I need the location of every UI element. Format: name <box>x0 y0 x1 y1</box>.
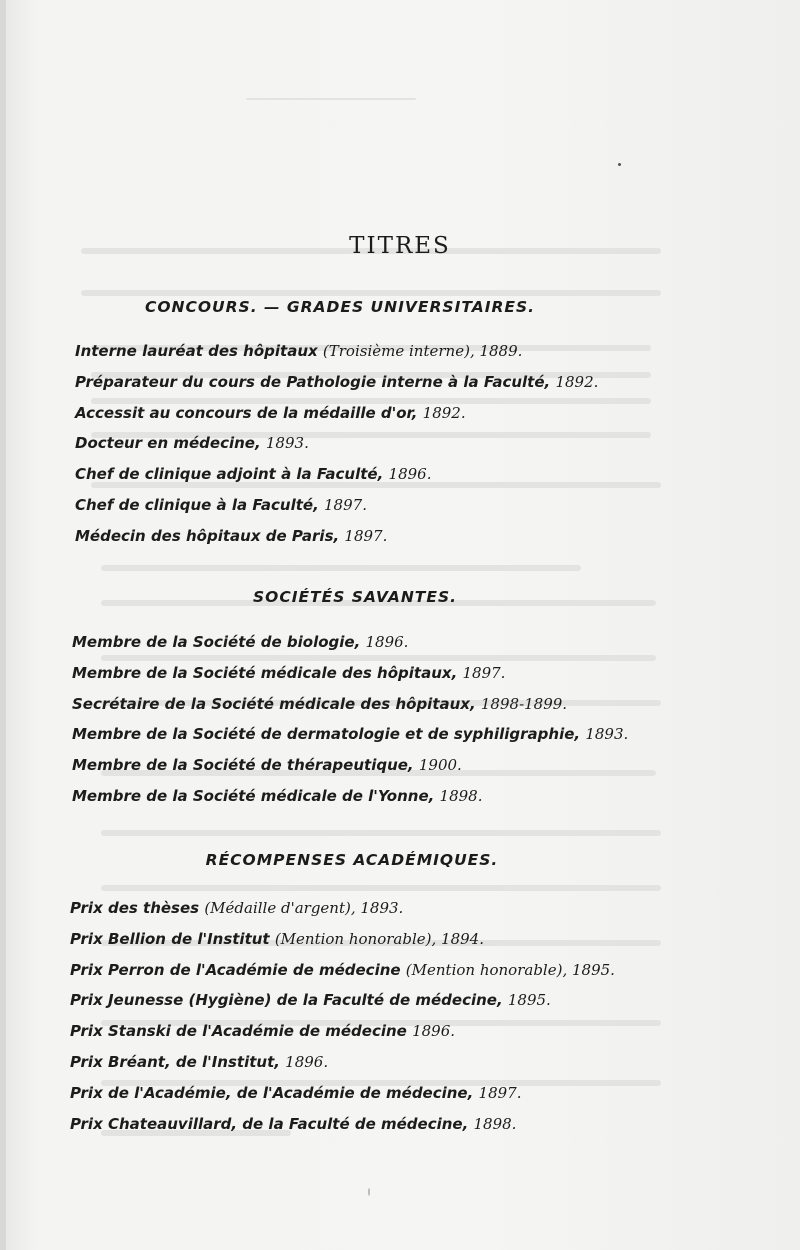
entry-year: 1892. <box>422 403 466 422</box>
bleed-through-rule <box>246 98 416 100</box>
entry-year: 1896. <box>365 633 409 651</box>
entry-text: Prix Jeunesse (Hygiène) de la Faculté de médecine, <box>70 991 508 1010</box>
entry-text: Secrétaire de la Société médicale des hôpitaux, <box>72 694 481 713</box>
paper-speck <box>618 163 621 166</box>
list-item <box>70 1016 615 1047</box>
bleed-through-line <box>101 565 581 571</box>
entry-year: , 1889. <box>469 342 523 360</box>
list-item <box>75 459 598 490</box>
list-item <box>70 1078 615 1109</box>
section-heading-concours: CONCOURS. — GRADES UNIVERSITAIRES. <box>144 298 536 316</box>
entry-text: Prix des thèses <box>70 899 205 917</box>
page-title: TITRES <box>349 233 451 259</box>
bleed-through-line <box>101 830 661 836</box>
entry-text: Membre de la Société de dermatologie et de syphiligraphie, <box>72 725 586 744</box>
list-item <box>72 750 628 781</box>
list-item <box>72 689 628 720</box>
entry-text: Prix Bréant, de l'Institut, <box>70 1052 286 1071</box>
entry-year: 1896. <box>412 1022 456 1041</box>
entry-year: 1897. <box>462 663 506 682</box>
list-item <box>75 367 598 398</box>
list-item <box>70 893 615 924</box>
entry-year: 1897. <box>324 495 367 514</box>
list-item <box>70 955 615 986</box>
list-item <box>72 781 628 812</box>
paper-speck <box>368 1188 370 1196</box>
entry-year: 1897. <box>344 526 388 545</box>
entry-note: (Mention honorable) <box>405 960 563 979</box>
list-item <box>75 428 598 459</box>
section-heading-societes: SOCIÉTÉS SAVANTES. <box>252 588 458 606</box>
entry-text: Prix Perron de l'Académie de médecine <box>70 960 406 979</box>
entry-text: Chef de clinique à la Faculté, <box>75 495 325 514</box>
list-item <box>70 985 615 1016</box>
entry-year: , 1895. <box>562 960 615 979</box>
entry-year: 1896. <box>388 465 432 484</box>
entry-text: Chef de clinique adjoint à la Faculté, <box>75 465 389 484</box>
entry-text: Membre de la Société médicale de l'Yonne, <box>72 786 440 805</box>
recompenses-list <box>70 893 615 1139</box>
entry-year: 1893. <box>585 725 629 744</box>
list-item <box>72 627 628 658</box>
entry-year: 1895. <box>507 991 551 1010</box>
entry-year: 1896. <box>285 1052 329 1071</box>
entry-text: Prix de l'Académie, de l'Académie de médecine, <box>70 1083 479 1102</box>
entry-text: Prix Chateauvillard, de la Faculté de médecine, <box>70 1114 474 1133</box>
bleed-through-line <box>81 290 661 296</box>
list-item <box>70 1109 615 1140</box>
entry-year: 1898-1899. <box>480 694 568 713</box>
bleed-through-line <box>101 885 661 891</box>
entry-note: (Médaille d'argent) <box>204 899 351 917</box>
entry-text: Membre de la Société de biologie, <box>72 633 366 651</box>
entry-text: Interne lauréat des hôpitaux <box>75 342 323 360</box>
list-item <box>75 336 598 367</box>
entry-year: 1898. <box>439 786 483 805</box>
entry-text: Membre de la Société médicale des hôpitaux, <box>72 663 463 682</box>
entry-text: Accessit au concours de la médaille d'or, <box>75 403 423 422</box>
concours-list <box>75 336 598 552</box>
entry-year: 1898. <box>473 1114 517 1133</box>
entry-year: 1900. <box>418 756 462 775</box>
entry-text: Préparateur du cours de Pathologie interne à la Faculté, <box>75 372 556 391</box>
entry-text: Médecin des hôpitaux de Paris, <box>75 526 345 545</box>
societes-list <box>72 627 628 812</box>
list-item <box>75 521 598 552</box>
entry-year: , 1893. <box>350 899 404 917</box>
list-item <box>72 658 628 689</box>
list-item <box>70 924 615 955</box>
entry-year: 1897. <box>478 1083 522 1102</box>
entry-text: Prix Bellion de l'Institut <box>70 929 275 948</box>
entry-year: 1893. <box>265 434 309 453</box>
entry-year: 1892. <box>555 372 599 391</box>
entry-text: Docteur en médecine, <box>75 434 266 453</box>
list-item <box>75 398 598 429</box>
section-heading-recompenses: RÉCOMPENSES ACADÉMIQUES. <box>205 851 499 869</box>
list-item <box>72 719 628 750</box>
entry-note: (Mention honorable) <box>274 929 432 948</box>
list-item <box>75 490 598 521</box>
entry-note: (Troisième interne) <box>322 342 470 360</box>
list-item <box>70 1047 615 1078</box>
entry-text: Prix Stanski de l'Académie de médecine <box>70 1022 413 1041</box>
entry-year: , 1894. <box>431 929 484 948</box>
entry-text: Membre de la Société de thérapeutique, <box>72 756 419 775</box>
